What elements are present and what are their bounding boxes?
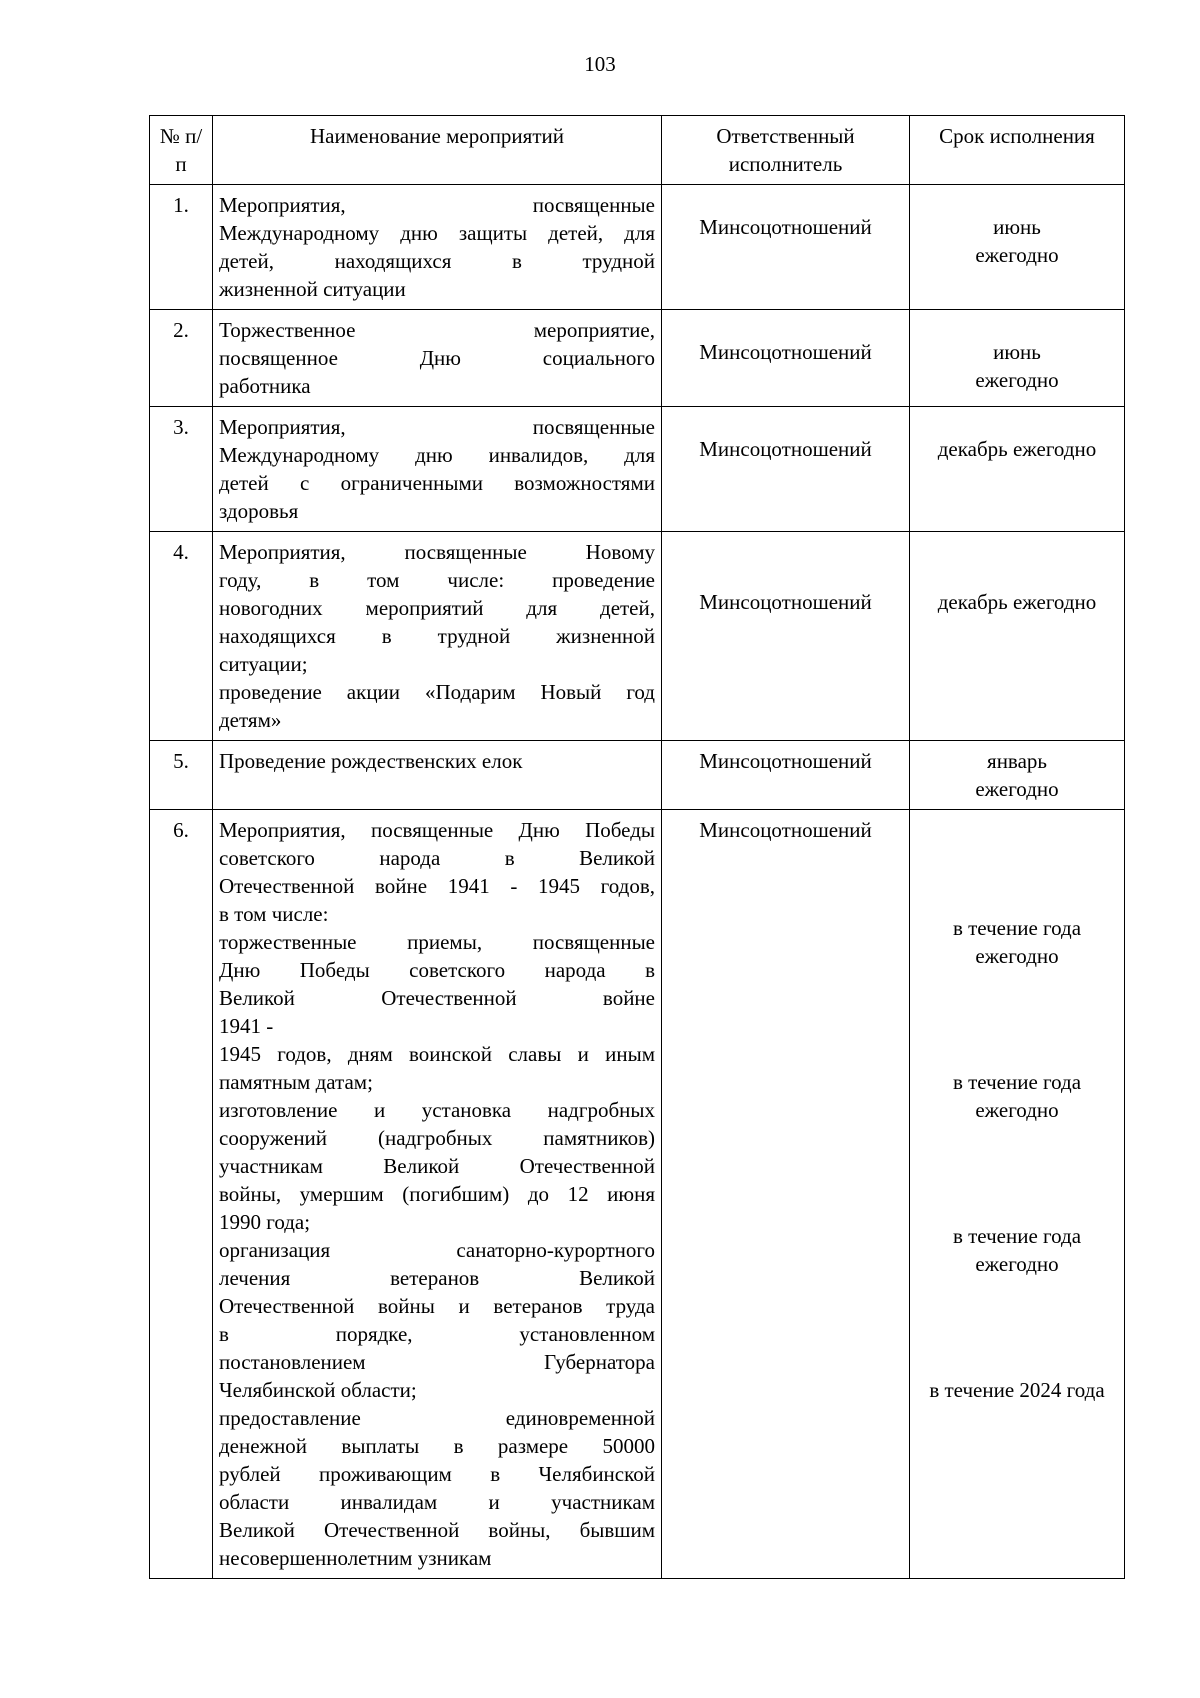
term-line: в течение года [952, 916, 1082, 940]
execution-term [910, 310, 1125, 407]
event-name-line: 1990 года; [219, 1210, 311, 1234]
term-line: июнь [993, 215, 1041, 239]
row-number: 6. [150, 810, 213, 1579]
event-name [213, 810, 662, 1579]
responsible-executor: Минсоцотношений [662, 185, 910, 310]
event-name-line: Челябинской области; [219, 1378, 417, 1402]
table-row [150, 185, 1125, 310]
event-name-line: жизненной ситуации [219, 277, 406, 301]
event-name-line: Мероприятия, посвященные [219, 415, 655, 439]
term-block [916, 1376, 1118, 1404]
event-name-line: ситуации; [219, 652, 308, 676]
event-name [213, 532, 662, 741]
term-line: ежегодно [975, 1252, 1059, 1276]
term-line: декабрь ежегодно [937, 590, 1097, 614]
event-name-line: рублей проживающим в Челябинской [219, 1462, 655, 1486]
term-line: январь [987, 749, 1047, 773]
event-name-line: Отечественной войне 1941 - 1945 годов, [219, 874, 655, 898]
table-header-row [150, 116, 1125, 185]
term-line: в течение года [952, 1070, 1082, 1094]
term-line: ежегодно [975, 1098, 1059, 1122]
event-name-line: войны, умершим (погибшим) до 12 июня [219, 1182, 655, 1206]
event-name-line: детей с ограниченными возможностями [219, 471, 655, 495]
event-name-line: 1941 - [219, 1014, 274, 1038]
event-name-line: Дню Победы советского народа в [219, 958, 655, 982]
table-row [150, 741, 1125, 810]
term-block [916, 914, 1118, 970]
term-line: в течение года [952, 1224, 1082, 1248]
table-row [150, 532, 1125, 741]
term-line: ежегодно [975, 777, 1059, 801]
table-row [150, 310, 1125, 407]
execution-term [910, 407, 1125, 532]
event-name-line: денежной выплаты в размере 50000 [219, 1434, 655, 1458]
event-name-line: находящихся в трудной жизненной [219, 624, 655, 648]
event-name-line: участникам Великой Отечественной [219, 1154, 655, 1178]
table-row [150, 810, 1125, 1579]
event-name [213, 185, 662, 310]
event-name-line: посвященное Дню социального [219, 346, 655, 370]
page-number: 103 [584, 52, 616, 76]
event-name-line: организация санаторно-курортного [219, 1238, 655, 1262]
term-line: ежегодно [975, 368, 1059, 392]
term-line: июнь [993, 340, 1041, 364]
event-name-line: торжественные приемы, посвященные [219, 930, 655, 954]
events-table [149, 115, 1125, 1579]
event-name-line: году, в том числе: проведение [219, 568, 655, 592]
event-name-line: детей, находящихся в трудной [219, 249, 655, 273]
event-name-line: несовершеннолетним узникам [219, 1546, 492, 1570]
event-name-line: детям» [219, 708, 282, 732]
term-block [916, 1222, 1118, 1278]
event-name-line: новогодних мероприятий для детей, [219, 596, 655, 620]
event-name-line: Мероприятия, посвященные [219, 193, 655, 217]
event-name-line: лечения ветеранов Великой [219, 1266, 655, 1290]
responsible-executor: Минсоцотношений [662, 310, 910, 407]
execution-term [910, 185, 1125, 310]
row-number: 2. [150, 310, 213, 407]
event-name-line: Международному дню защиты детей, для [219, 221, 655, 245]
responsible-executor: Минсоцотношений [662, 810, 910, 1579]
event-name-line: Торжественное мероприятие, [219, 318, 655, 342]
event-name-line: здоровья [219, 499, 299, 523]
event-name [213, 741, 662, 810]
event-name-line: Великой Отечественной войне [219, 986, 655, 1010]
event-name-line: Великой Отечественной войны, бывшим [219, 1518, 655, 1542]
event-name-line: в порядке, установленном [219, 1322, 655, 1346]
responsible-executor: Минсоцотношений [662, 407, 910, 532]
row-number: 5. [150, 741, 213, 810]
event-name-line: Мероприятия, посвященные Новому [219, 540, 655, 564]
event-name-line: области инвалидам и участникам [219, 1490, 655, 1514]
event-name-line: работника [219, 374, 311, 398]
header-num: № п/п [150, 116, 213, 185]
term-line: в течение 2024 года [929, 1378, 1105, 1402]
header-resp: Ответственный исполнитель [662, 116, 910, 185]
row-number: 3. [150, 407, 213, 532]
event-name-line: памятным датам; [219, 1070, 373, 1094]
event-name-line: Отечественной войны и ветеранов труда [219, 1294, 655, 1318]
term-block [916, 1068, 1118, 1124]
event-name-line: сооружений (надгробных памятников) [219, 1126, 655, 1150]
event-name-line: Международному дню инвалидов, для [219, 443, 655, 467]
term-line: ежегодно [975, 243, 1059, 267]
row-number: 4. [150, 532, 213, 741]
event-name-line: советского народа в Великой [219, 846, 655, 870]
event-name-line: 1945 годов, дням воинской славы и иным [219, 1042, 655, 1066]
event-name-line: постановлением Губернатора [219, 1350, 655, 1374]
responsible-executor: Минсоцотношений [662, 532, 910, 741]
responsible-executor: Минсоцотношений [662, 741, 910, 810]
table-row [150, 407, 1125, 532]
event-name-line: в том числе: [219, 902, 329, 926]
event-name-line: изготовление и установка надгробных [219, 1098, 655, 1122]
event-name-line: Мероприятия, посвященные Дню Победы [219, 818, 655, 842]
event-name [213, 310, 662, 407]
execution-term [910, 532, 1125, 741]
term-line: декабрь ежегодно [937, 437, 1097, 461]
row-number: 1. [150, 185, 213, 310]
event-name-line: предоставление единовременной [219, 1406, 655, 1430]
execution-term [910, 741, 1125, 810]
execution-term [910, 810, 1125, 1579]
event-name-line: Проведение рождественских елок [219, 749, 523, 773]
event-name [213, 407, 662, 532]
header-term: Срок исполнения [910, 116, 1125, 185]
event-name-line: проведение акции «Подарим Новый год [219, 680, 655, 704]
term-line: ежегодно [975, 944, 1059, 968]
header-name: Наименование мероприятий [213, 116, 662, 185]
